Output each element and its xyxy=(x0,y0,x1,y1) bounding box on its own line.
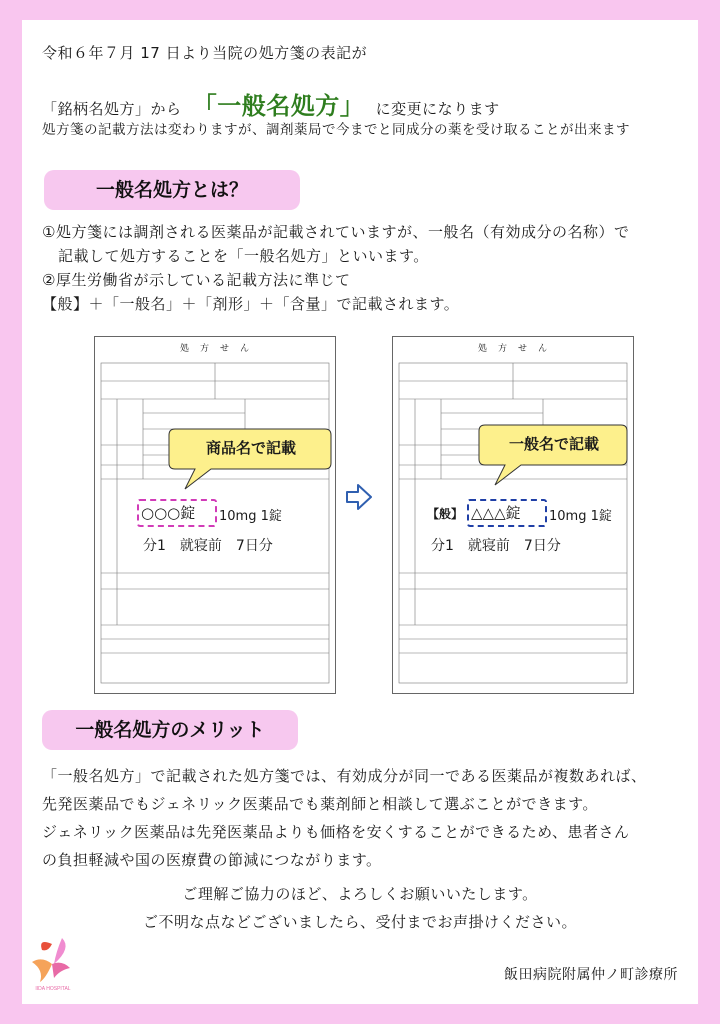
bubble-before-text: 商品名で記載 xyxy=(205,439,296,457)
intro-emphasis: 「一般名処方」 xyxy=(192,92,365,120)
arrow-right-icon xyxy=(344,482,374,512)
closing-message xyxy=(0,880,720,936)
section1-body xyxy=(42,220,629,316)
drug-name-before: ○○○錠 xyxy=(141,504,196,522)
generic-prefix-after: 【般】 xyxy=(427,507,464,521)
usage-before: 分1 就寝前 7日分 xyxy=(143,538,273,554)
closing-line2: ご不明な点などございましたら、受付までお声掛けください。 xyxy=(142,913,577,931)
hospital-logo xyxy=(28,934,78,992)
dose-after: 10mg 1錠 xyxy=(549,509,612,524)
section1-heading: 一般名処方とは？ xyxy=(44,170,300,210)
item1-line2: 記載して処方することを「一般名処方」といいます。 xyxy=(58,247,429,265)
intro-line-2-suffix: に変更になります xyxy=(375,100,500,118)
intro-line-1: 令和６年７月 17 日より当院の処方箋の表記が xyxy=(42,44,368,62)
item1-line1: ①処方箋には調剤される医薬品が記載されていますが、一般名（有効成分の名称）で xyxy=(42,223,630,241)
prescription-form-after xyxy=(392,336,634,694)
merit-line2: 先発医薬品でもジェネリック医薬品でも薬剤師と相談して選ぶことができます。 xyxy=(42,795,598,813)
merit-line3: ジェネリック医薬品は先発医薬品よりも価格を安くすることができるため、患者さん xyxy=(42,823,630,841)
form-title: 処 方 せ ん xyxy=(179,344,250,354)
form-title: 処 方 せ ん xyxy=(477,344,548,354)
item2-line2: 【般】＋「一般名」＋「剤形」＋「含量」で記載されます。 xyxy=(42,295,460,313)
intro-line-2 xyxy=(42,86,500,121)
intro-line-3: 処方箋の記載方法は変わりますが、調剤薬局で今までと同成分の薬を受け取ることが出来ます xyxy=(42,122,630,138)
prescription-form-before xyxy=(94,336,336,694)
merit-line4: の負担軽減や国の医療費の節減につながります。 xyxy=(42,851,382,869)
section2-heading: 一般名処方のメリット xyxy=(42,710,298,750)
usage-after: 分1 就寝前 7日分 xyxy=(431,538,561,554)
clinic-name: 飯田病院附属仲ノ町診療所 xyxy=(504,967,678,983)
bubble-after-text: 一般名で記載 xyxy=(508,435,599,453)
dose-before: 10mg 1錠 xyxy=(219,509,282,524)
merit-line1: 「一般名処方」で記載された処方箋では、有効成分が同一である医薬品が複数あれば、 xyxy=(42,767,647,785)
drug-name-after: △△△錠 xyxy=(471,504,521,522)
item2-line1: ②厚生労働省が示している記載方法に準じて xyxy=(42,271,351,289)
closing-line1: ご理解ご協力のほど、よろしくお願いいたします。 xyxy=(182,885,538,903)
logo-text: IIDA HOSPITAL xyxy=(35,986,71,992)
intro-line-2-prefix: 「銘柄名処方」から xyxy=(42,100,182,118)
section2-body xyxy=(42,762,647,874)
